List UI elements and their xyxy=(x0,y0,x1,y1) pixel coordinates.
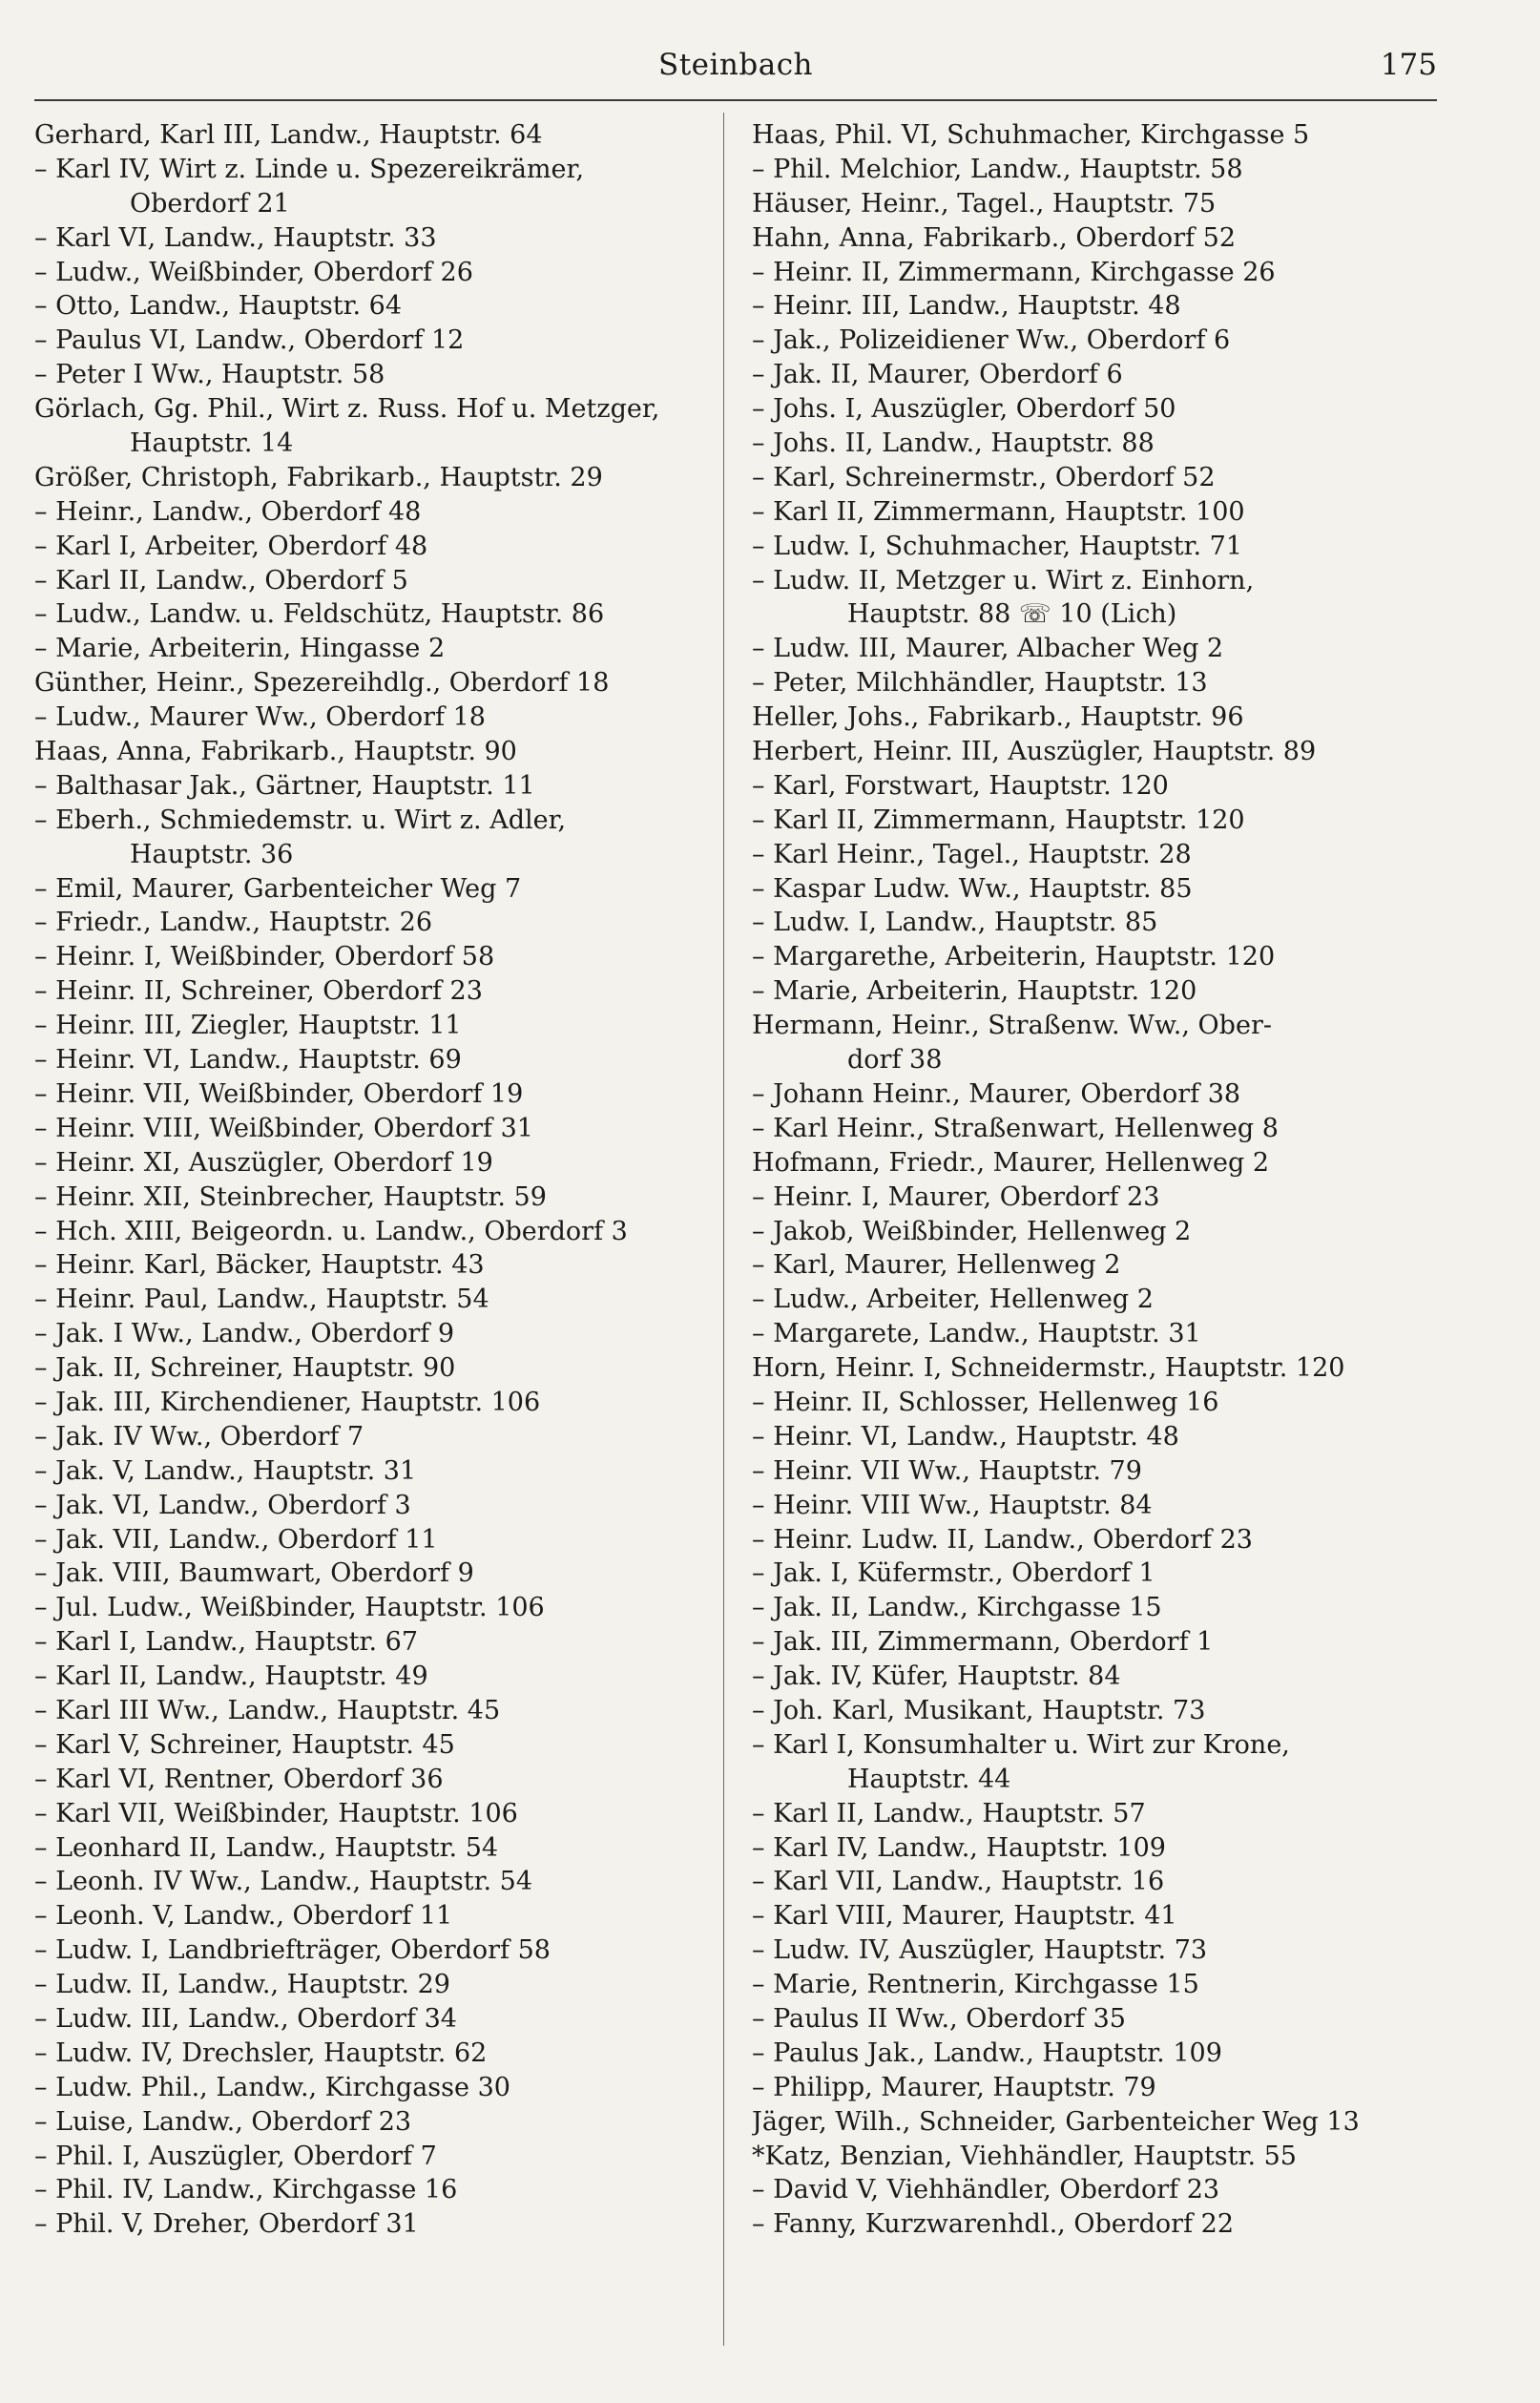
directory-entry: – Jak. III, Kirchendiener, Hauptstr. 106 xyxy=(34,1387,541,1417)
directory-entry: – Ludw., Maurer Ww., Oberdorf 18 xyxy=(34,702,486,733)
directory-entry: – Johann Heinr., Maurer, Oberdorf 38 xyxy=(752,1078,1241,1109)
page-number: 175 xyxy=(1380,48,1437,82)
directory-entry: – Heinr. VII Ww., Hauptstr. 79 xyxy=(752,1455,1142,1486)
directory-entry: – Otto, Landw., Hauptstr. 64 xyxy=(34,291,403,322)
directory-entry: – Heinr. I, Weißbinder, Oberdorf 58 xyxy=(34,942,495,972)
directory-entry: – Karl VI, Landw., Hauptstr. 33 xyxy=(34,222,437,253)
directory-entry: – Jak. III, Zimmermann, Oberdorf 1 xyxy=(752,1627,1214,1658)
header-rule xyxy=(34,99,1437,101)
directory-entry: – Hch. XIII, Beigeordn. u. Landw., Oberdorf 3 xyxy=(34,1216,628,1246)
directory-entry: Größer, Christoph, Fabrikarb., Hauptstr. 29 xyxy=(34,462,603,492)
directory-entry: – Luise, Landw., Oberdorf 23 xyxy=(34,2106,412,2137)
directory-entry: – Jak. VIII, Baumwart, Oberdorf 9 xyxy=(34,1558,474,1589)
entry-continuation: Hauptstr. 44 xyxy=(847,1764,1011,1794)
directory-entry: – Peter I Ww., Hauptstr. 58 xyxy=(34,360,385,390)
directory-entry: – Heinr. XII, Steinbrecher, Hauptstr. 59 xyxy=(34,1181,547,1212)
directory-entry: – Karl I, Konsumhalter u. Wirt zur Krone, xyxy=(752,1729,1290,1760)
directory-entry: – Joh. Karl, Musikant, Hauptstr. 73 xyxy=(752,1695,1206,1725)
directory-entry: – Phil. Melchior, Landw., Hauptstr. 58 xyxy=(752,154,1243,184)
directory-entry: – Heinr. XI, Auszügler, Oberdorf 19 xyxy=(34,1147,493,1178)
directory-entry: – Heinr. VIII Ww., Hauptstr. 84 xyxy=(752,1490,1153,1520)
directory-entry: – Ludw. III, Maurer, Albacher Weg 2 xyxy=(752,634,1224,664)
directory-entry: Horn, Heinr. I, Schneidermstr., Hauptstr. 120 xyxy=(752,1353,1345,1384)
directory-entry: – Karl IV, Landw., Hauptstr. 109 xyxy=(752,1832,1166,1863)
directory-entry: – Jak. IV, Küfer, Hauptstr. 84 xyxy=(752,1661,1121,1692)
directory-entry: – Karl II, Zimmermann, Hauptstr. 120 xyxy=(752,804,1245,835)
directory-entry: – Heinr. Paul, Landw., Hauptstr. 54 xyxy=(34,1285,489,1315)
directory-entry: – Marie, Arbeiterin, Hingasse 2 xyxy=(34,634,446,664)
directory-entry: Haas, Phil. VI, Schuhmacher, Kirchgasse 5 xyxy=(752,120,1310,150)
directory-entry: Görlach, Gg. Phil., Wirt z. Russ. Hof u. Metzger, xyxy=(34,394,660,425)
entry-continuation: Hauptstr. 14 xyxy=(130,428,294,459)
directory-entry: – Leonhard II, Landw., Hauptstr. 54 xyxy=(34,1832,499,1863)
directory-entry: – Heinr. III, Ziegler, Hauptstr. 11 xyxy=(34,1011,462,1041)
directory-entry: – Karl VII, Landw., Hauptstr. 16 xyxy=(752,1867,1165,1897)
directory-entry: – Ludw., Weißbinder, Oberdorf 26 xyxy=(34,257,473,287)
directory-entry: – Johs. I, Auszügler, Oberdorf 50 xyxy=(752,394,1176,425)
directory-entry: Günther, Heinr., Spezereihdlg., Oberdorf 18 xyxy=(34,668,610,699)
directory-entry: – Philipp, Maurer, Hauptstr. 79 xyxy=(752,2072,1156,2102)
directory-entry: – Phil. IV, Landw., Kirchgasse 16 xyxy=(34,2175,458,2205)
directory-entry: – Emil, Maurer, Garbenteicher Weg 7 xyxy=(34,873,522,904)
directory-entry: – Karl, Maurer, Hellenweg 2 xyxy=(752,1250,1121,1281)
directory-entry: *Katz, Benzian, Viehhändler, Hauptstr. 55 xyxy=(752,2141,1297,2171)
page-title: Steinbach xyxy=(657,48,814,82)
directory-entry: – Karl Heinr., Straßenwart, Hellenweg 8 xyxy=(752,1113,1279,1143)
entry-continuation: Oberdorf 21 xyxy=(130,188,290,219)
directory-entry: – Phil. I, Auszügler, Oberdorf 7 xyxy=(34,2141,437,2171)
directory-entry: – Jakob, Weißbinder, Hellenweg 2 xyxy=(752,1216,1192,1246)
directory-entry: – Ludw. I, Schuhmacher, Hauptstr. 71 xyxy=(752,531,1243,561)
directory-entry: – Marie, Rentnerin, Kirchgasse 15 xyxy=(752,1970,1199,2000)
directory-entry: – Heinr. VIII, Weißbinder, Oberdorf 31 xyxy=(34,1113,533,1143)
directory-entry: Jäger, Wilh., Schneider, Garbenteicher Weg 13 xyxy=(752,2106,1360,2137)
directory-entry: – Marie, Arbeiterin, Hauptstr. 120 xyxy=(752,976,1197,1007)
directory-entry: – Jul. Ludw., Weißbinder, Hauptstr. 106 xyxy=(34,1593,545,1623)
directory-entry: – Ludw. Phil., Landw., Kirchgasse 30 xyxy=(34,2072,510,2102)
directory-entry: – Margarete, Landw., Hauptstr. 31 xyxy=(752,1319,1201,1349)
directory-entry: – Karl I, Landw., Hauptstr. 67 xyxy=(34,1627,418,1658)
directory-entry: – Heinr. II, Schreiner, Oberdorf 23 xyxy=(34,976,483,1007)
directory-entry: – Heinr. III, Landw., Hauptstr. 48 xyxy=(752,291,1181,322)
directory-entry: Gerhard, Karl III, Landw., Hauptstr. 64 xyxy=(34,120,543,150)
directory-entry: – Friedr., Landw., Hauptstr. 26 xyxy=(34,908,432,938)
directory-entry: – Heinr. Ludw. II, Landw., Oberdorf 23 xyxy=(752,1524,1253,1555)
directory-entry: – Ludw. I, Landw., Hauptstr. 85 xyxy=(752,908,1158,938)
directory-entry: – Ludw. III, Landw., Oberdorf 34 xyxy=(34,2003,457,2034)
directory-entry: – Heinr., Landw., Oberdorf 48 xyxy=(34,496,422,527)
directory-entry: – Jak., Polizeidiener Ww., Oberdorf 6 xyxy=(752,325,1231,356)
left-column xyxy=(34,118,706,2242)
entry-continuation: dorf 38 xyxy=(847,1045,943,1076)
directory-entry: – Kaspar Ludw. Ww., Hauptstr. 85 xyxy=(752,873,1193,904)
directory-entry: – Paulus Jak., Landw., Hauptstr. 109 xyxy=(752,2037,1222,2068)
directory-entry: – Jak. I Ww., Landw., Oberdorf 9 xyxy=(34,1319,455,1349)
directory-entry: – Karl, Schreinermstr., Oberdorf 52 xyxy=(752,462,1216,492)
directory-entry: – Balthasar Jak., Gärtner, Hauptstr. 11 xyxy=(34,770,535,801)
directory-entry: – Paulus II Ww., Oberdorf 35 xyxy=(752,2003,1126,2034)
page-header xyxy=(34,48,1437,105)
entry-continuation: Hauptstr. 88 ☏ 10 (Lich) xyxy=(847,599,1177,630)
directory-entry: Häuser, Heinr., Tagel., Hauptstr. 75 xyxy=(752,188,1217,219)
directory-entry: – Heinr. I, Maurer, Oberdorf 23 xyxy=(752,1181,1160,1212)
directory-entry: – Heinr. VI, Landw., Hauptstr. 48 xyxy=(752,1421,1179,1452)
directory-entry: – Karl II, Landw., Oberdorf 5 xyxy=(34,565,408,596)
directory-entry: – Karl II, Landw., Hauptstr. 57 xyxy=(752,1798,1146,1828)
directory-entry: – Peter, Milchhändler, Hauptstr. 13 xyxy=(752,668,1208,699)
directory-entry: – Jak. VI, Landw., Oberdorf 3 xyxy=(34,1490,411,1520)
directory-entry: – Karl II, Zimmermann, Hauptstr. 100 xyxy=(752,496,1245,527)
directory-entry: – Ludw. II, Landw., Hauptstr. 29 xyxy=(34,1970,450,2000)
directory-entry: – Heinr. VII, Weißbinder, Oberdorf 19 xyxy=(34,1078,524,1109)
directory-entry: Haas, Anna, Fabrikarb., Hauptstr. 90 xyxy=(34,737,517,767)
directory-entry: – Ludw. IV, Auszügler, Hauptstr. 73 xyxy=(752,1935,1208,1966)
directory-entry: – Jak. II, Maurer, Oberdorf 6 xyxy=(752,360,1123,390)
directory-entry: – Karl VII, Weißbinder, Hauptstr. 106 xyxy=(34,1798,518,1828)
right-column xyxy=(752,118,1441,2242)
directory-entry: – Leonh. IV Ww., Landw., Hauptstr. 54 xyxy=(34,1867,533,1897)
directory-entry: – David V, Viehhändler, Oberdorf 23 xyxy=(752,2175,1220,2205)
directory-entry: Herbert, Heinr. III, Auszügler, Hauptstr. 89 xyxy=(752,737,1317,767)
directory-entry: – Karl II, Landw., Hauptstr. 49 xyxy=(34,1661,428,1692)
directory-entry: – Karl Heinr., Tagel., Hauptstr. 28 xyxy=(752,839,1192,869)
directory-entry: – Ludw. I, Landbriefträger, Oberdorf 58 xyxy=(34,1935,551,1966)
column-divider xyxy=(723,113,724,2346)
directory-entry: – Jak. II, Landw., Kirchgasse 15 xyxy=(752,1593,1162,1623)
directory-entry: Hermann, Heinr., Straßenw. Ww., Ober- xyxy=(752,1011,1272,1041)
directory-entry: – Jak. VII, Landw., Oberdorf 11 xyxy=(34,1524,438,1555)
directory-entry: – Leonh. V, Landw., Oberdorf 11 xyxy=(34,1901,453,1932)
directory-entry: – Karl V, Schreiner, Hauptstr. 45 xyxy=(34,1729,455,1760)
directory-entry: – Jak. V, Landw., Hauptstr. 31 xyxy=(34,1455,417,1486)
directory-entry: – Ludw., Landw. u. Feldschütz, Hauptstr. 86 xyxy=(34,599,605,630)
directory-entry: – Heinr. II, Zimmermann, Kirchgasse 26 xyxy=(752,257,1276,287)
directory-entry: – Ludw., Arbeiter, Hellenweg 2 xyxy=(752,1285,1154,1315)
directory-entry: – Karl III Ww., Landw., Hauptstr. 45 xyxy=(34,1695,501,1725)
directory-entry: Heller, Johs., Fabrikarb., Hauptstr. 96 xyxy=(752,702,1244,733)
entry-continuation: Hauptstr. 36 xyxy=(130,839,294,869)
directory-entry: – Heinr. II, Schlosser, Hellenweg 16 xyxy=(752,1387,1219,1417)
directory-entry: Hahn, Anna, Fabrikarb., Oberdorf 52 xyxy=(752,222,1237,253)
directory-entry: Hofmann, Friedr., Maurer, Hellenweg 2 xyxy=(752,1147,1270,1178)
directory-entry: – Ludw. IV, Drechsler, Hauptstr. 62 xyxy=(34,2037,488,2068)
directory-entry: – Jak. II, Schreiner, Hauptstr. 90 xyxy=(34,1353,456,1384)
directory-entry: – Phil. V, Dreher, Oberdorf 31 xyxy=(34,2209,419,2240)
directory-entry: – Ludw. II, Metzger u. Wirt z. Einhorn, xyxy=(752,565,1255,596)
directory-entry: – Karl VI, Rentner, Oberdorf 36 xyxy=(34,1764,444,1794)
directory-entry: – Margarethe, Arbeiterin, Hauptstr. 120 xyxy=(752,942,1276,972)
directory-entry: – Johs. II, Landw., Hauptstr. 88 xyxy=(752,428,1155,459)
directory-entry: – Heinr. Karl, Bäcker, Hauptstr. 43 xyxy=(34,1250,485,1281)
directory-entry: – Heinr. VI, Landw., Hauptstr. 69 xyxy=(34,1045,462,1076)
directory-entry: – Paulus VI, Landw., Oberdorf 12 xyxy=(34,325,465,356)
directory-entry: – Karl, Forstwart, Hauptstr. 120 xyxy=(752,770,1169,801)
directory-entry: – Fanny, Kurzwarenhdl., Oberdorf 22 xyxy=(752,2209,1235,2240)
directory-entry: – Eberh., Schmiedemstr. u. Wirt z. Adler, xyxy=(34,804,567,835)
directory-entry: – Jak. I, Küfermstr., Oberdorf 1 xyxy=(752,1558,1155,1589)
directory-entry: – Karl VIII, Maurer, Hauptstr. 41 xyxy=(752,1901,1177,1932)
directory-entry: – Jak. IV Ww., Oberdorf 7 xyxy=(34,1421,364,1452)
directory-entry: – Karl I, Arbeiter, Oberdorf 48 xyxy=(34,531,428,561)
directory-entry: – Karl IV, Wirt z. Linde u. Spezereikrämer, xyxy=(34,154,585,184)
